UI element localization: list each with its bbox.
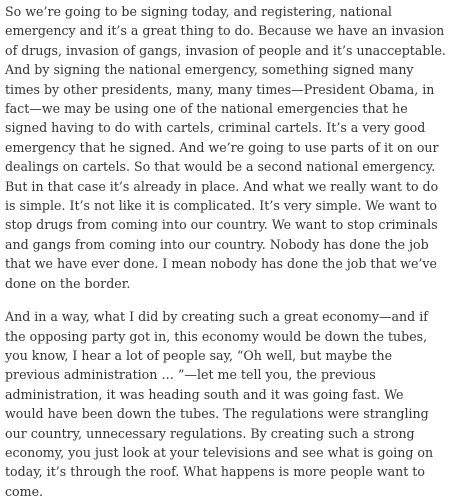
paragraph-2: And in a way, what I did by creating such a great economy—and if the opposing party got in, this economy would be down the tubes, you know, I hear a lot of people say, “Oh well, but maybe the previous administration … ”—let me tell you, the previous administration, it was heading south and it was going fast. We would have been down the tubes. The regulations were strangling our country, unnecessary regulations. By creating such a strong economy, you just look at your televisions and see what is going on today, it’s through the roof. What happens is more people want to come. xyxy=(5,309,434,499)
paragraph-1: So we’re going to be signing today, and registering, national emergency and it’s a great thing to do. Because we have an invasion of drugs, invasion of gangs, invasion of people and it’s unacceptable. And by signing the national emergency, something signed many times by other presidents, many, many times—President Obama, in fact—we may be using one of the national emergencies that he signed having to do with cartels, criminal cartels. It’s a very good emergency that he signed. And we’re going to use parts of it on our dealings on cartels. So that would be a second national emergency. But in that case it’s already in place. And what we really want to do is simple. It’s not like it is complicated. It’s very simple. We want to stop drugs from coming into our country. We want to stop criminals and gangs from coming into our country. Nobody has done the job that we have ever done. I mean nobody has done the job that we’ve done on the border. xyxy=(5,4,446,291)
